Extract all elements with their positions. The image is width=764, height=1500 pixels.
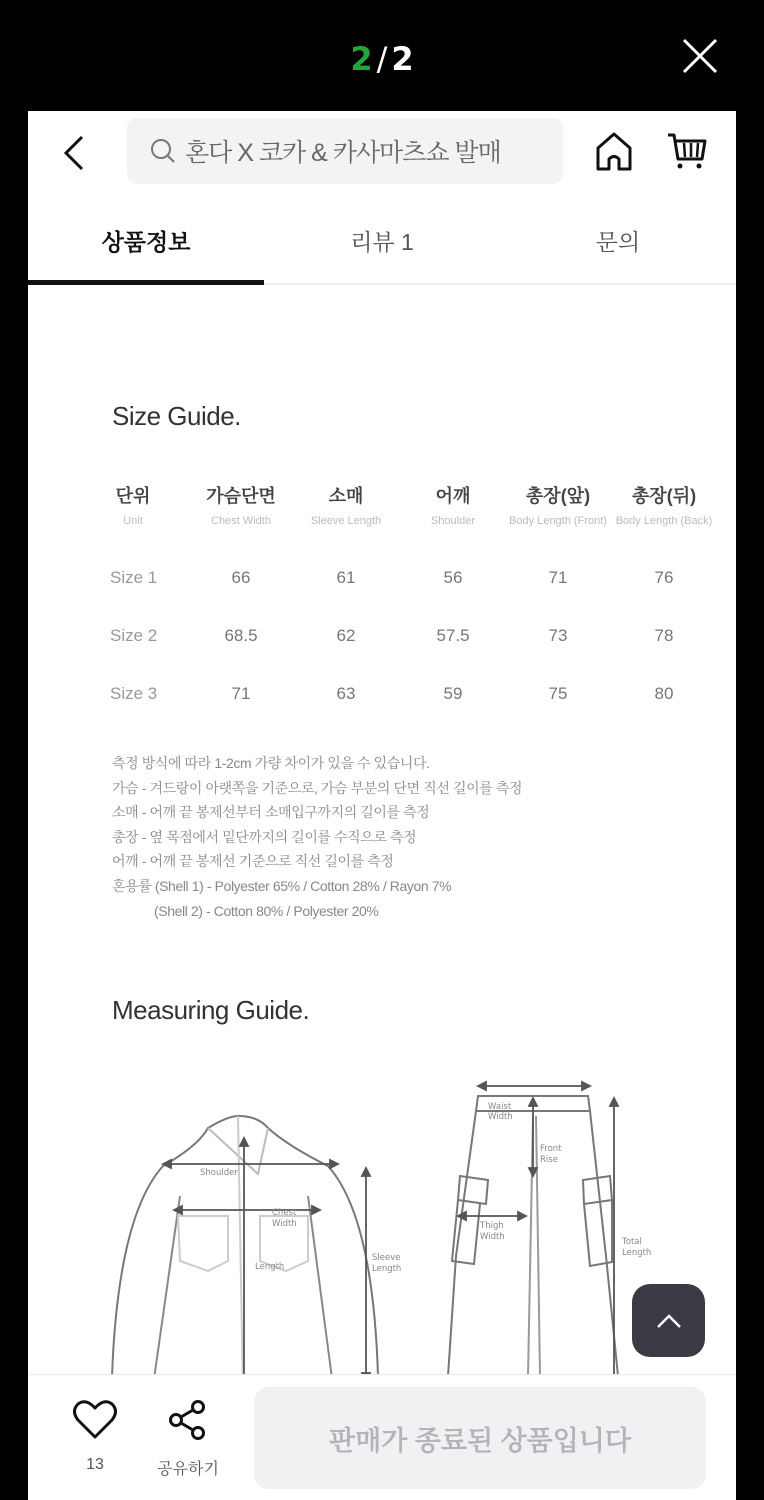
like-button[interactable] xyxy=(68,1399,122,1479)
row-label: Size 3 xyxy=(110,684,158,703)
table-cell: 62 xyxy=(336,626,356,645)
current-page: 2 xyxy=(350,40,373,78)
shirt-drawing xyxy=(110,1116,380,1394)
column-header: 소매 Sleeve Length xyxy=(310,486,382,527)
svg-text:Length: Length xyxy=(255,1262,285,1272)
column-header: 가슴단면 Chest Width xyxy=(206,486,276,527)
size-guide-title: Size Guide. xyxy=(112,401,241,431)
chevron-left-icon xyxy=(58,133,94,173)
tab-product-info[interactable]: 상품정보 xyxy=(101,228,191,255)
scroll-to-top-button[interactable] xyxy=(632,1284,705,1357)
svg-text:Waist: Waist xyxy=(488,1102,512,1112)
row-label: Size 2 xyxy=(110,626,158,645)
note-line: 어깨 - 어깨 끝 봉제선 기준으로 직선 길이를 측정 xyxy=(112,853,394,870)
column-header: 총장(뒤) Body Length (Back) xyxy=(615,486,713,527)
close-icon xyxy=(680,36,720,76)
total-pages: 2 xyxy=(391,40,414,78)
svg-text:Length: Length xyxy=(372,1264,402,1274)
tab-reviews[interactable]: 리뷰 1 xyxy=(350,228,414,255)
share-label: 공유하기 xyxy=(157,1461,219,1478)
home-icon xyxy=(594,131,634,173)
app-header xyxy=(28,111,736,195)
table-cell: 56 xyxy=(443,568,463,587)
svg-text:Sleeve: Sleeve xyxy=(372,1253,401,1263)
home-button[interactable] xyxy=(594,131,634,173)
share-button[interactable] xyxy=(148,1399,228,1479)
close-button[interactable] xyxy=(680,36,720,76)
size-notes xyxy=(112,751,522,923)
table-cell: 59 xyxy=(443,684,463,703)
cart-button[interactable] xyxy=(666,131,708,171)
search-icon xyxy=(149,137,177,165)
tab-inquiry[interactable]: 문의 xyxy=(595,228,641,255)
column-header: 어깨 Shoulder xyxy=(430,486,476,527)
page-counter xyxy=(0,40,764,78)
search-input[interactable] xyxy=(127,118,563,184)
table-cell: 75 xyxy=(548,684,568,703)
viewer-top-bar xyxy=(0,0,764,111)
search-query: 혼다 X 코카 & 카사마츠쇼 발매 xyxy=(185,139,501,167)
tab-bar xyxy=(28,195,736,285)
svg-text:Width: Width xyxy=(488,1112,513,1122)
note-line: 총장 - 옆 목점에서 밑단까지의 길이를 수직으로 측정 xyxy=(112,828,417,845)
svg-text:Length: Length xyxy=(622,1248,652,1258)
note-line: 가슴 - 겨드랑이 아랫쪽을 기준으로, 가슴 부분의 단면 직선 길이를 측정 xyxy=(112,779,523,796)
table-cell: 68.5 xyxy=(224,626,258,645)
svg-text:Thigh: Thigh xyxy=(480,1221,504,1231)
table-cell: 71 xyxy=(231,684,251,703)
table-cell: 71 xyxy=(548,568,568,587)
svg-text:Width: Width xyxy=(480,1232,505,1242)
column-header: 단위 Unit xyxy=(115,486,151,527)
bottom-action-bar xyxy=(28,1374,736,1500)
sold-out-button[interactable]: 판매가 종료된 상품입니다 xyxy=(254,1387,706,1489)
column-header: 총장(앞) Body Length (Front) xyxy=(509,486,607,527)
cart-icon xyxy=(666,131,708,171)
table-cell: 63 xyxy=(336,684,356,703)
svg-text:Shoulder: Shoulder xyxy=(200,1168,238,1178)
table-cell: 78 xyxy=(654,626,674,645)
app-screen xyxy=(28,111,736,1500)
measuring-guide-title: Measuring Guide. xyxy=(112,995,310,1025)
note-line: (Shell 2) - Cotton 80% / Polyester 20% xyxy=(154,902,379,919)
active-tab-indicator xyxy=(28,280,264,285)
share-icon xyxy=(166,1399,210,1441)
table-cell: 76 xyxy=(654,568,674,587)
heart-icon xyxy=(72,1399,118,1441)
svg-text:Width: Width xyxy=(272,1219,297,1229)
like-count: 13 xyxy=(86,1456,104,1473)
svg-text:Chest: Chest xyxy=(272,1208,297,1218)
note-line: 소매 - 어깨 끝 봉제선부터 소매입구까지의 길이를 측정 xyxy=(112,804,430,821)
svg-text:Rise: Rise xyxy=(540,1155,558,1165)
note-line: 측정 방식에 따라 1-2cm 가량 차이가 있을 수 있습니다. xyxy=(112,755,430,771)
table-cell: 73 xyxy=(548,626,568,645)
note-line: 혼용률 (Shell 1) - Polyester 65% / Cotton 28% / Rayon 7% xyxy=(112,877,452,894)
svg-text:Total: Total xyxy=(622,1237,642,1247)
back-button[interactable] xyxy=(58,133,94,173)
table-cell: 66 xyxy=(231,568,251,587)
table-cell: 61 xyxy=(336,568,356,587)
row-label: Size 1 xyxy=(110,568,158,587)
table-cell: 80 xyxy=(654,684,674,703)
page-separator: / xyxy=(376,40,388,78)
table-cell: 57.5 xyxy=(436,626,470,645)
chevron-up-icon xyxy=(656,1313,682,1329)
svg-text:Front: Front xyxy=(540,1144,562,1154)
